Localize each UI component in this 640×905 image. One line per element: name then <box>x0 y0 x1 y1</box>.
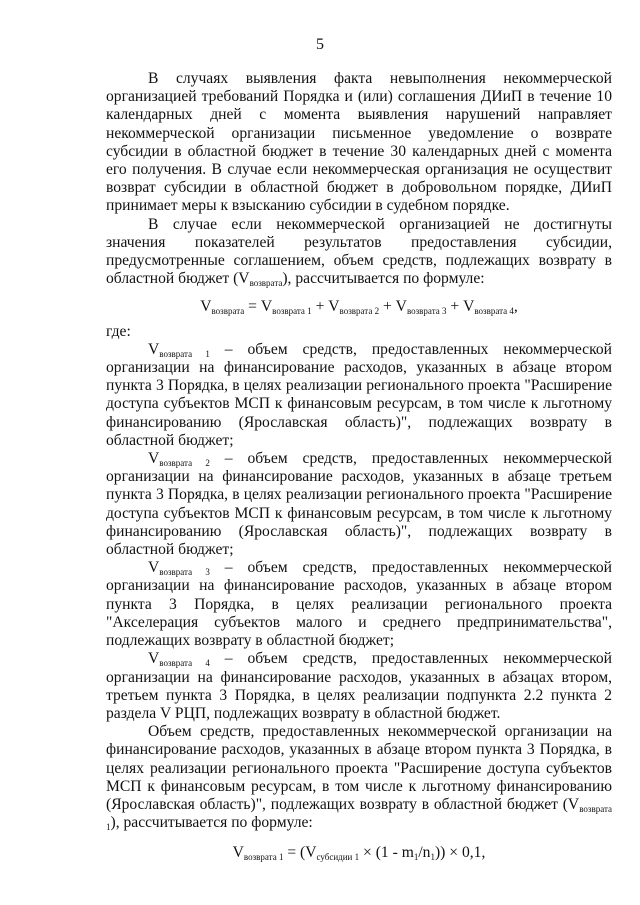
formula-v1-return: $V_{возврата 1} = (V_{субсидии 1} \times (1 - m_1/n_1)) \times 0,1$, <box>232 844 486 863</box>
page-number: 5 <box>316 36 324 53</box>
paragraph-text: В случае если некоммерческой организацией не достигнуты значения показателей результатов предоставления субсидии, предусмотренные соглашением, объем средств, подлежащих возврату в областной бюджет (V <box>106 215 612 288</box>
definition-v1: $V_{возврата 1}$ – объем средств, предоставленных некоммерческой организации на финансирование расходов, указанных в абзаце втором пункта 3 Порядка, в целях реализации регионального проекта "Расширение доступа субъектов МСП к финансовым ресурсам, в том числе к льготному финансированию (Ярославская область)", подлежащих возврату в областной бюджет; <box>106 340 612 449</box>
formula-total-return: $V_{возврата} = V_{возврата 1} + V_{возврата 2} + V_{возврата 3} + V_{возврата 4}$, <box>200 298 518 317</box>
paragraph-v1-calculation: Объем средств, предоставленных некоммерческой организации на финансирование расходов, указанных в абзаце втором пункта 3 Порядка, в целях реализации регионального проекта "Расширение доступа субъектов МСП к финансовым ресурсам, в том числе к льготному финансированию (Ярославская область)", подлежащих возврату в областной бюджет $(V_{возврата 1})$, рассчитывается по формуле: <box>106 723 612 833</box>
where-label: где: <box>106 322 131 340</box>
document-body <box>106 70 612 863</box>
definition-v2: $V_{возврата 2}$ – объем средств, предоставленных некоммерческой организации на финансирование расходов, указанных в абзаце третьем пункта 3 Порядка, в целях реализации регионального проекта "Расширение доступа субъектов МСП к финансовым ресурсам, в том числе к льготному финансированию (Ярославская область)", подлежащих возврату в областной бюджет; <box>106 450 612 559</box>
paragraph-text: ), рассчитывается по формуле: <box>282 270 485 288</box>
definition-v3: $V_{возврата 3}$ – объем средств, предоставленных некоммерческой организации на финансирование расходов, указанных в абзаце втором пункта 3 Порядка, в целях реализации регионального проекта "Акселерация субъектов малого и среднего предпринимательства", подлежащих возврату в областной бюджет; <box>106 559 612 650</box>
definition-v4: $V_{возврата 4}$ – объем средств, предоставленных некоммерческой организации на финансирование расходов, указанных в абзацах втором, третьем пункта 3 Порядка, в целях реализации подпункта 2.2 пункта 2 раздела V РЦП, подлежащих возврату в областной бюджет. <box>106 650 612 722</box>
paragraph-violation-notice: В случаях выявления факта невыполнения некоммерческой организацией требований Порядка и (или) соглашения ДИиП в течение 10 календарных дней с момента выявления нарушений направляет некоммерческой организации письменное уведомление о возврате субсидии в областной бюджет в течение 30 календарных дней с момента его получения. В случае если некоммерческая организация не осуществит возврат субсидии в областной бюджет в добровольном порядке, ДИиП принимает меры к взысканию субсидии в судебном порядке. <box>106 70 612 215</box>
subscript: возврата <box>249 278 283 289</box>
paragraph-indicators-not-achieved <box>106 216 612 289</box>
